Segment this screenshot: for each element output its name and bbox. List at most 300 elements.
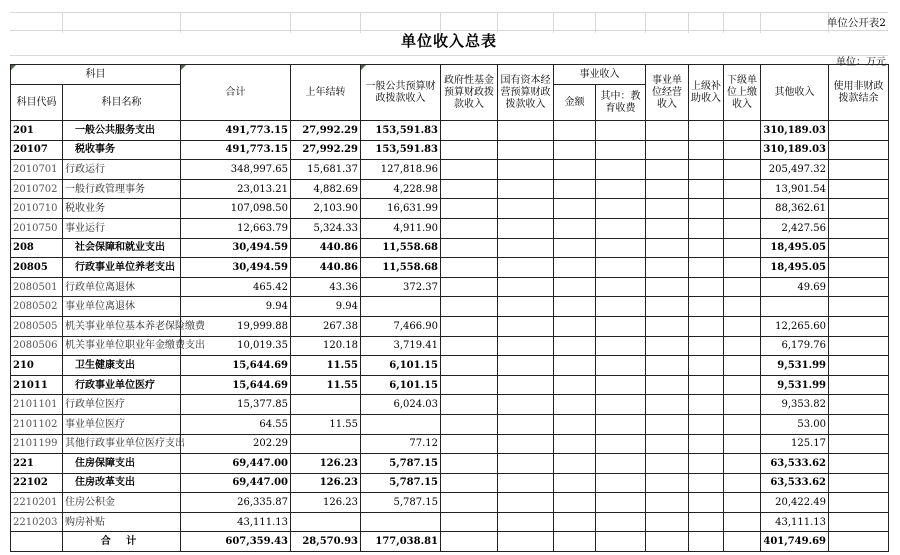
cell-empty bbox=[498, 238, 554, 258]
cell-empty bbox=[498, 336, 554, 356]
cell-budget: 7,466.90 bbox=[361, 316, 441, 336]
cell-empty bbox=[689, 532, 724, 552]
cell-empty bbox=[689, 414, 724, 434]
cell-empty bbox=[11, 532, 63, 552]
cell-empty bbox=[441, 218, 498, 238]
unit-note: 单位：万元 bbox=[836, 57, 886, 68]
table-row bbox=[11, 454, 889, 474]
cell-empty bbox=[596, 375, 646, 395]
cell-subject-code: 2080502 bbox=[11, 297, 63, 317]
cell-carry: 9.94 bbox=[291, 297, 361, 317]
cell-empty bbox=[689, 473, 724, 493]
cell-other: 20,422.49 bbox=[761, 493, 829, 513]
cell-empty bbox=[441, 258, 498, 278]
cell-empty bbox=[689, 297, 724, 317]
cell-total: 348,997.65 bbox=[181, 160, 291, 180]
cell-subject-name: 税收事务 bbox=[63, 140, 181, 160]
cell-empty bbox=[554, 297, 596, 317]
header-upper-subsidy: 上级补助收入 bbox=[689, 65, 724, 121]
cell-subject-code: 2080506 bbox=[11, 336, 63, 356]
cell-empty bbox=[724, 532, 761, 552]
cell-subject-code: 20107 bbox=[11, 140, 63, 160]
cell-carry bbox=[291, 395, 361, 415]
cell-other: 63,533.62 bbox=[761, 473, 829, 493]
cell-empty bbox=[646, 140, 689, 160]
header-gov-fund: 政府性基金预算财政拨款收入 bbox=[441, 65, 498, 121]
cell-empty bbox=[441, 160, 498, 180]
cell-empty bbox=[724, 297, 761, 317]
cell-empty bbox=[596, 277, 646, 297]
cell-other: 43,111.13 bbox=[761, 512, 829, 532]
cell-empty bbox=[689, 277, 724, 297]
cell-carry: 440.86 bbox=[291, 258, 361, 278]
cell-empty bbox=[829, 395, 889, 415]
cell-subject-code: 2010701 bbox=[11, 160, 63, 180]
cell-empty bbox=[646, 336, 689, 356]
cell-other: 9,353.82 bbox=[761, 395, 829, 415]
cell-budget: 3,719.41 bbox=[361, 336, 441, 356]
cell-carry: 11.55 bbox=[291, 414, 361, 434]
header-non-fiscal-balance: 使用非财政拨款结余 bbox=[829, 65, 889, 121]
cell-empty bbox=[554, 356, 596, 376]
cell-empty bbox=[646, 316, 689, 336]
table-row bbox=[11, 473, 889, 493]
cell-empty bbox=[554, 121, 596, 141]
cell-total: 15,644.69 bbox=[181, 375, 291, 395]
cell-empty bbox=[554, 414, 596, 434]
cell-subject-name: 行政单位医疗 bbox=[63, 395, 181, 415]
cell-empty bbox=[689, 160, 724, 180]
cell-empty bbox=[554, 218, 596, 238]
cell-empty bbox=[554, 512, 596, 532]
cell-total: 202.29 bbox=[181, 434, 291, 454]
cell-empty bbox=[724, 121, 761, 141]
cell-other: 310,189.03 bbox=[761, 140, 829, 160]
table-row bbox=[11, 140, 889, 160]
cell-total: 19,999.88 bbox=[181, 316, 291, 336]
page-title: 单位收入总表 bbox=[400, 32, 497, 50]
cell-subject-name: 其他行政事业单位医疗支出 bbox=[63, 434, 181, 454]
sum-total: 607,359.43 bbox=[181, 532, 291, 552]
cell-empty bbox=[441, 297, 498, 317]
cell-empty bbox=[689, 316, 724, 336]
cell-empty bbox=[441, 375, 498, 395]
cell-empty bbox=[596, 140, 646, 160]
cell-empty bbox=[829, 160, 889, 180]
cell-empty bbox=[689, 454, 724, 474]
cell-carry: 27,992.29 bbox=[291, 140, 361, 160]
table-row bbox=[11, 512, 889, 532]
cell-empty bbox=[829, 121, 889, 141]
header-subject-name: 科目名称 bbox=[63, 85, 181, 121]
cell-subject-name: 税收业务 bbox=[63, 199, 181, 219]
cell-budget: 4,911.90 bbox=[361, 218, 441, 238]
cell-empty bbox=[724, 179, 761, 199]
header-business-income: 事业收入 bbox=[554, 65, 646, 85]
cell-budget: 6,024.03 bbox=[361, 395, 441, 415]
table-row bbox=[11, 336, 889, 356]
cell-total: 30,494.59 bbox=[181, 238, 291, 258]
cell-empty bbox=[724, 218, 761, 238]
cell-empty bbox=[724, 356, 761, 376]
cell-empty bbox=[596, 179, 646, 199]
cell-empty bbox=[596, 395, 646, 415]
sum-budget: 177,038.81 bbox=[361, 532, 441, 552]
table-row bbox=[11, 414, 889, 434]
table-row bbox=[11, 356, 889, 376]
cell-empty bbox=[646, 512, 689, 532]
cell-subject-name: 一般行政管理事务 bbox=[63, 179, 181, 199]
cell-carry: 440.86 bbox=[291, 238, 361, 258]
cell-empty bbox=[554, 375, 596, 395]
cell-empty bbox=[724, 414, 761, 434]
cell-empty bbox=[646, 473, 689, 493]
cell-empty bbox=[724, 140, 761, 160]
cell-subject-code: 21011 bbox=[11, 375, 63, 395]
cell-other: 18,495.05 bbox=[761, 238, 829, 258]
cell-empty bbox=[829, 532, 889, 552]
cell-other: 53.00 bbox=[761, 414, 829, 434]
cell-empty bbox=[554, 454, 596, 474]
cell-empty bbox=[441, 493, 498, 513]
cell-empty bbox=[554, 160, 596, 180]
cell-subject-code: 20805 bbox=[11, 258, 63, 278]
cell-total: 69,447.00 bbox=[181, 454, 291, 474]
income-summary-table bbox=[10, 64, 889, 552]
table-row bbox=[11, 434, 889, 454]
cell-subject-name: 事业单位医疗 bbox=[63, 414, 181, 434]
cell-empty bbox=[829, 316, 889, 336]
cell-empty bbox=[829, 258, 889, 278]
cell-empty bbox=[646, 395, 689, 415]
table-row bbox=[11, 316, 889, 336]
cell-empty bbox=[829, 140, 889, 160]
cell-other: 49.69 bbox=[761, 277, 829, 297]
cell-empty bbox=[689, 258, 724, 278]
cell-empty bbox=[596, 454, 646, 474]
cell-budget: 6,101.15 bbox=[361, 375, 441, 395]
cell-empty bbox=[554, 532, 596, 552]
cell-empty bbox=[441, 473, 498, 493]
cell-budget: 153,591.83 bbox=[361, 121, 441, 141]
cell-empty bbox=[554, 473, 596, 493]
cell-subject-name: 行政单位离退休 bbox=[63, 277, 181, 297]
cell-empty bbox=[498, 375, 554, 395]
cell-empty bbox=[724, 336, 761, 356]
cell-budget: 372.37 bbox=[361, 277, 441, 297]
cell-subject-code: 2101101 bbox=[11, 395, 63, 415]
cell-empty bbox=[441, 336, 498, 356]
cell-empty bbox=[441, 121, 498, 141]
table-row bbox=[11, 493, 889, 513]
cell-empty bbox=[724, 316, 761, 336]
cell-empty bbox=[689, 218, 724, 238]
cell-subject-code: 2010710 bbox=[11, 199, 63, 219]
cell-empty bbox=[829, 414, 889, 434]
cell-carry: 4,882.69 bbox=[291, 179, 361, 199]
cell-empty bbox=[596, 238, 646, 258]
cell-empty bbox=[596, 336, 646, 356]
cell-subject-code: 22102 bbox=[11, 473, 63, 493]
cell-empty bbox=[829, 277, 889, 297]
cell-empty bbox=[646, 121, 689, 141]
header-business-edu: 其中：教育收费 bbox=[596, 85, 646, 121]
cell-subject-code: 221 bbox=[11, 454, 63, 474]
cell-carry: 2,103.90 bbox=[291, 199, 361, 219]
cell-empty bbox=[724, 473, 761, 493]
cell-empty bbox=[689, 375, 724, 395]
cell-budget: 11,558.68 bbox=[361, 258, 441, 278]
cell-subject-name: 事业单位离退休 bbox=[63, 297, 181, 317]
table-row bbox=[11, 277, 889, 297]
cell-empty bbox=[829, 238, 889, 258]
cell-empty bbox=[498, 277, 554, 297]
cell-empty bbox=[596, 218, 646, 238]
cell-empty bbox=[646, 493, 689, 513]
cell-empty bbox=[829, 297, 889, 317]
cell-subject-code: 210 bbox=[11, 356, 63, 376]
header-state-capital: 国有资本经营预算财政拨款收入 bbox=[498, 65, 554, 121]
cell-empty bbox=[689, 140, 724, 160]
cell-budget: 5,787.15 bbox=[361, 454, 441, 474]
cell-total: 26,335.87 bbox=[181, 493, 291, 513]
cell-empty bbox=[829, 375, 889, 395]
header-subject-code: 科目代码 bbox=[11, 85, 63, 121]
cell-empty bbox=[498, 160, 554, 180]
cell-other: 63,533.62 bbox=[761, 454, 829, 474]
cell-carry: 11.55 bbox=[291, 356, 361, 376]
cell-other: 18,495.05 bbox=[761, 258, 829, 278]
cell-empty bbox=[596, 297, 646, 317]
table-row bbox=[11, 258, 889, 278]
cell-empty bbox=[498, 356, 554, 376]
cell-total: 465.42 bbox=[181, 277, 291, 297]
cell-empty bbox=[596, 434, 646, 454]
cell-carry: 267.38 bbox=[291, 316, 361, 336]
cell-other: 9,531.99 bbox=[761, 356, 829, 376]
cell-subject-name: 一般公共服务支出 bbox=[63, 121, 181, 141]
cell-subject-code: 2010702 bbox=[11, 179, 63, 199]
cell-subject-name: 住房保障支出 bbox=[63, 454, 181, 474]
header-business-unit-op: 事业单位经营收入 bbox=[646, 65, 689, 121]
table-row bbox=[11, 121, 889, 141]
cell-empty bbox=[646, 414, 689, 434]
cell-empty bbox=[441, 395, 498, 415]
header-general-budget: 一般公共预算财政拨款收入 bbox=[361, 65, 441, 121]
cell-total: 15,644.69 bbox=[181, 356, 291, 376]
cell-other bbox=[761, 297, 829, 317]
cell-budget bbox=[361, 297, 441, 317]
cell-empty bbox=[498, 434, 554, 454]
cell-empty bbox=[441, 434, 498, 454]
cell-budget: 5,787.15 bbox=[361, 493, 441, 513]
cell-empty bbox=[498, 414, 554, 434]
cell-empty bbox=[829, 336, 889, 356]
cell-empty bbox=[646, 356, 689, 376]
cell-empty bbox=[646, 199, 689, 219]
cell-carry bbox=[291, 434, 361, 454]
cell-subject-name: 住房公积金 bbox=[63, 493, 181, 513]
cell-empty bbox=[498, 140, 554, 160]
cell-subject-code: 2210201 bbox=[11, 493, 63, 513]
header-business-amount: 金额 bbox=[554, 85, 596, 121]
cell-other: 2,427.56 bbox=[761, 218, 829, 238]
cell-subject-code: 2080501 bbox=[11, 277, 63, 297]
cell-empty bbox=[689, 336, 724, 356]
cell-carry: 120.18 bbox=[291, 336, 361, 356]
cell-carry: 5,324.33 bbox=[291, 218, 361, 238]
cell-other: 6,179.76 bbox=[761, 336, 829, 356]
sum-label: 合 计 bbox=[63, 532, 181, 552]
cell-total: 64.55 bbox=[181, 414, 291, 434]
cell-empty bbox=[554, 199, 596, 219]
cell-empty bbox=[829, 454, 889, 474]
cell-empty bbox=[441, 316, 498, 336]
cell-budget bbox=[361, 512, 441, 532]
cell-empty bbox=[689, 512, 724, 532]
cell-empty bbox=[498, 512, 554, 532]
table-row bbox=[11, 199, 889, 219]
cell-empty bbox=[724, 199, 761, 219]
cell-total: 15,377.85 bbox=[181, 395, 291, 415]
cell-subject-name: 社会保障和就业支出 bbox=[63, 238, 181, 258]
cell-empty bbox=[596, 258, 646, 278]
cell-empty bbox=[646, 277, 689, 297]
cell-empty bbox=[724, 454, 761, 474]
cell-empty bbox=[724, 434, 761, 454]
cell-empty bbox=[554, 336, 596, 356]
cell-empty bbox=[829, 512, 889, 532]
cell-empty bbox=[596, 316, 646, 336]
table-row bbox=[11, 218, 889, 238]
cell-empty bbox=[596, 493, 646, 513]
cell-empty bbox=[554, 395, 596, 415]
cell-total: 69,447.00 bbox=[181, 473, 291, 493]
cell-subject-code: 208 bbox=[11, 238, 63, 258]
cell-empty bbox=[724, 395, 761, 415]
cell-empty bbox=[596, 532, 646, 552]
cell-subject-name: 购房补贴 bbox=[63, 512, 181, 532]
header-other-income: 其他收入 bbox=[761, 65, 829, 121]
cell-subject-code: 2101102 bbox=[11, 414, 63, 434]
cell-other: 310,189.03 bbox=[761, 121, 829, 141]
sum-carry: 28,570.93 bbox=[291, 532, 361, 552]
cell-empty bbox=[554, 238, 596, 258]
cell-carry: 15,681.37 bbox=[291, 160, 361, 180]
cell-empty bbox=[554, 179, 596, 199]
cell-empty bbox=[441, 179, 498, 199]
cell-subject-name: 行政运行 bbox=[63, 160, 181, 180]
cell-empty bbox=[689, 356, 724, 376]
cell-empty bbox=[498, 395, 554, 415]
cell-budget: 16,631.99 bbox=[361, 199, 441, 219]
cell-subject-name: 行政事业单位养老支出 bbox=[63, 258, 181, 278]
cell-empty bbox=[498, 316, 554, 336]
cell-subject-name: 行政事业单位医疗 bbox=[63, 375, 181, 395]
cell-empty bbox=[554, 140, 596, 160]
form-code: 单位公开表2 bbox=[826, 17, 886, 29]
cell-empty bbox=[646, 238, 689, 258]
cell-empty bbox=[596, 512, 646, 532]
cell-subject-code: 2210203 bbox=[11, 512, 63, 532]
cell-carry: 11.55 bbox=[291, 375, 361, 395]
cell-subject-name: 机关事业单位基本养老保险缴费 bbox=[63, 316, 181, 336]
cell-empty bbox=[646, 454, 689, 474]
cell-budget: 127,818.96 bbox=[361, 160, 441, 180]
cell-empty bbox=[689, 121, 724, 141]
cell-total: 10,019.35 bbox=[181, 336, 291, 356]
cell-empty bbox=[498, 493, 554, 513]
cell-empty bbox=[724, 238, 761, 258]
cell-empty bbox=[498, 532, 554, 552]
cell-empty bbox=[829, 218, 889, 238]
cell-budget: 5,787.15 bbox=[361, 473, 441, 493]
cell-empty bbox=[689, 199, 724, 219]
cell-empty bbox=[689, 395, 724, 415]
cell-total: 9.94 bbox=[181, 297, 291, 317]
table-row bbox=[11, 375, 889, 395]
cell-empty bbox=[441, 238, 498, 258]
cell-empty bbox=[829, 356, 889, 376]
cell-carry: 126.23 bbox=[291, 473, 361, 493]
header-subject: 科目 bbox=[11, 65, 181, 85]
cell-empty bbox=[441, 140, 498, 160]
cell-empty bbox=[554, 434, 596, 454]
cell-empty bbox=[441, 199, 498, 219]
cell-budget bbox=[361, 414, 441, 434]
cell-empty bbox=[498, 454, 554, 474]
cell-empty bbox=[596, 414, 646, 434]
cell-empty bbox=[554, 277, 596, 297]
cell-empty bbox=[554, 493, 596, 513]
cell-empty bbox=[596, 356, 646, 376]
cell-carry: 43.36 bbox=[291, 277, 361, 297]
cell-empty bbox=[829, 434, 889, 454]
cell-empty bbox=[724, 493, 761, 513]
cell-other: 88,362.61 bbox=[761, 199, 829, 219]
cell-empty bbox=[498, 258, 554, 278]
cell-other: 13,901.54 bbox=[761, 179, 829, 199]
cell-total: 12,663.79 bbox=[181, 218, 291, 238]
cell-other: 9,531.99 bbox=[761, 375, 829, 395]
table-row bbox=[11, 395, 889, 415]
cell-empty bbox=[498, 199, 554, 219]
cell-carry: 126.23 bbox=[291, 454, 361, 474]
cell-carry: 126.23 bbox=[291, 493, 361, 513]
cell-total: 43,111.13 bbox=[181, 512, 291, 532]
cell-empty bbox=[689, 434, 724, 454]
cell-empty bbox=[498, 297, 554, 317]
cell-total: 107,098.50 bbox=[181, 199, 291, 219]
sum-other: 401,749.69 bbox=[761, 532, 829, 552]
cell-empty bbox=[441, 512, 498, 532]
cell-subject-name: 机关事业单位职业年金缴费支出 bbox=[63, 336, 181, 356]
cell-empty bbox=[646, 297, 689, 317]
cell-empty bbox=[724, 375, 761, 395]
cell-empty bbox=[829, 179, 889, 199]
table-body bbox=[11, 121, 889, 552]
cell-subject-code: 2080505 bbox=[11, 316, 63, 336]
cell-budget: 6,101.15 bbox=[361, 356, 441, 376]
cell-empty bbox=[441, 532, 498, 552]
header-lower-remit: 下级单位上缴收入 bbox=[724, 65, 761, 121]
cell-other: 125.17 bbox=[761, 434, 829, 454]
cell-empty bbox=[724, 512, 761, 532]
cell-empty bbox=[646, 258, 689, 278]
cell-empty bbox=[554, 316, 596, 336]
cell-empty bbox=[646, 218, 689, 238]
cell-empty bbox=[829, 493, 889, 513]
